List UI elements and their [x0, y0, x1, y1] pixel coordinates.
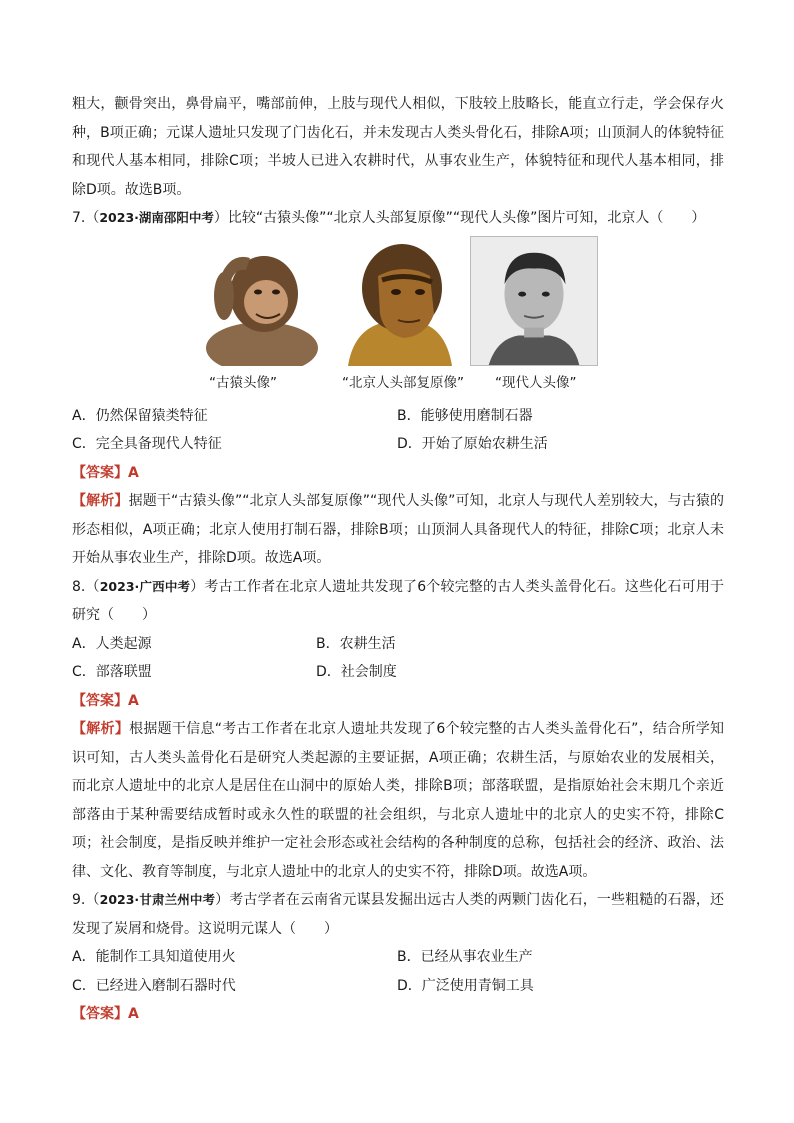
- question-8-answer: [72, 687, 724, 716]
- caption-ape-head: “古猿头像”: [209, 374, 277, 391]
- question-8-stem: [72, 573, 724, 630]
- answer-value: A: [128, 1006, 139, 1022]
- answer-label: 【答案】: [72, 692, 128, 709]
- answer-label: 【答案】: [72, 464, 128, 481]
- question-text: ）考古学者在云南省元谋县发掘出远古人类的两颗门齿化石，一些粗糙的石器，还发现了炭屑和烧骨。这说明元谋人（ ）: [72, 892, 725, 937]
- option-b: B．已经从事农业生产: [397, 949, 533, 965]
- modern-human-head-image: [470, 236, 598, 366]
- question-text: ）考古工作者在北京人遗址共发现了6个较完整的古人类头盖骨化石。这些化石可用于研究（ ）: [72, 578, 725, 623]
- question-number: 9.（: [72, 892, 100, 908]
- option-d: D．社会制度: [316, 664, 397, 680]
- analysis-text: 根据题干信息“考古工作者在北京人遗址共发现了6个较完整的古人类头盖骨化石”，结合所学知识可知，古人类头盖骨化石是研究人类起源的主要证据，A项正确；农耕生活，与原始农业的发展相关，而北京人遗址中的北京人是居住在山洞中的原始人类，排除B项；部落联盟，是指原始社会末期几个亲近部落由于某种需要结成暂时或永久性的联盟的社会组织，与北京人遗址中的北京人的史实不符，排除C项；社会制度，是指反映并维护一定社会形态或社会结构的各种制度的总称，包括社会的经济、政治、法律、文化、教育等制度，与北京人遗址中的北京人的史实不符，排除D项。故选A项。: [72, 721, 724, 880]
- option-a: A．仍然保留猿类特征: [72, 407, 208, 424]
- question-number: 7.（: [72, 210, 100, 226]
- question-9-answer: [72, 1000, 724, 1029]
- caption-peking-man: “北京人头部复原像”: [342, 374, 464, 391]
- question-7-answer: [72, 459, 724, 488]
- document-content: [72, 90, 724, 1029]
- question-source: 2023·甘肃兰州中考: [99, 892, 216, 907]
- answer-label: 【答案】: [72, 1006, 128, 1022]
- question-7-options: [72, 402, 724, 459]
- ape-head-image: [200, 236, 322, 366]
- analysis-text: 据题干“古猿头像”“北京人头部复原像”“现代人头像”可知，北京人与现代人差别较大，与古猿的形态相似，A项正确；北京人使用打制石器，排除B项；山顶洞人具备现代人的特征，排除C项；北京人未开始从事农业生产，排除D项。故选A项。: [72, 493, 725, 566]
- answer-value: A: [128, 464, 139, 481]
- previous-analysis-continuation: 粗大，颧骨突出，鼻骨扁平，嘴部前伸，上肢与现代人相似，下肢较上肢略长，能直立行走，学会保存火种，B项正确；元谋人遗址只发现了门齿化石，并未发现古人类头骨化石，排除A项；山顶洞人的体貌特征和现代人基本相同，排除C项；半坡人已进入农耕时代，从事农业生产，体貌特征和现代人基本相同，排除D项。故选B项。: [72, 96, 724, 198]
- question-source: 2023·湖南邵阳中考: [99, 210, 214, 225]
- option-b: B．农耕生活: [316, 635, 396, 652]
- question-text: ）比较“古猿头像”“北京人头部复原像”“现代人头像”图片可知，北京人（ ）: [213, 210, 706, 226]
- option-a: A．人类起源: [72, 635, 152, 652]
- question-8-analysis: [72, 715, 724, 886]
- question-number: 8.（: [72, 578, 100, 595]
- question-7-figure: [72, 236, 724, 402]
- option-a: A．能制作工具知道使用火: [72, 949, 236, 965]
- option-c: C．部落联盟: [72, 664, 152, 680]
- question-9-stem: [72, 886, 724, 943]
- option-b: B．能够使用磨制石器: [397, 407, 533, 424]
- question-9-options: [72, 943, 724, 1000]
- question-7-stem: [72, 204, 724, 233]
- option-d: D．开始了原始农耕生活: [397, 436, 548, 452]
- option-d: D．广泛使用青铜工具: [397, 977, 534, 994]
- peking-man-bust-image: [334, 236, 462, 366]
- question-7-analysis: [72, 487, 724, 573]
- answer-value: A: [128, 692, 139, 709]
- question-8-options: [72, 630, 724, 687]
- option-c: C．完全具备现代人特征: [72, 436, 222, 452]
- question-source: 2023·广西中考: [99, 578, 191, 594]
- caption-modern-human: “现代人头像”: [495, 374, 577, 391]
- analysis-label: 【解析】: [72, 721, 130, 737]
- analysis-label: 【解析】: [72, 493, 129, 509]
- option-c: C．已经进入磨制石器时代: [72, 977, 236, 994]
